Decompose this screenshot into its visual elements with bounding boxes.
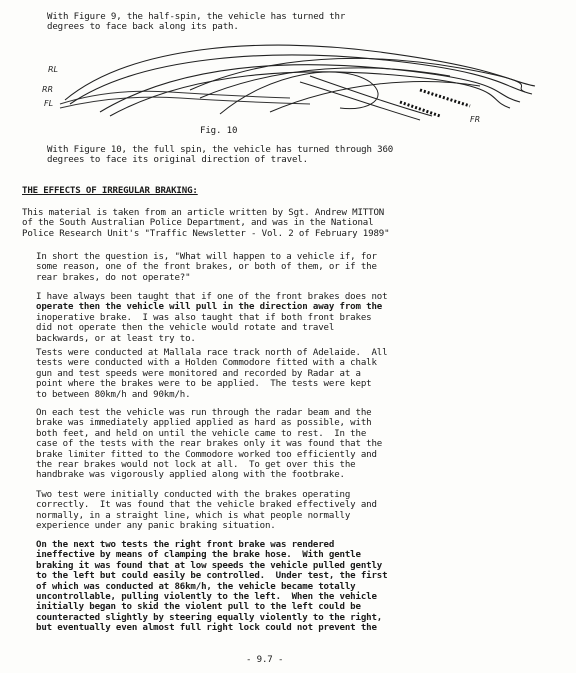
text-line: correctly. It was found that the vehicle braked effectively and <box>36 500 377 511</box>
fig10-paragraph <box>47 145 393 166</box>
text-line: On each test the vehicle was run through the radar beam and the <box>36 408 372 418</box>
text-line: uncontrollable, pulling violently to the left. When the vehicle <box>36 592 377 603</box>
text-line: operate then the vehicle will pull in the direction away from the <box>36 302 383 313</box>
tests-paragraph <box>36 348 387 400</box>
right-front-brake-paragraph <box>36 540 387 634</box>
intro-paragraph <box>47 12 345 33</box>
text-line: the rear brakes would not lock at all. To get over this the <box>36 460 356 471</box>
text-line: In short the question is, "What will happen to a vehicle if, for <box>36 252 377 262</box>
text-line: I have always been taught that if one of the front brakes does not <box>36 292 388 302</box>
text-line: both feet, and held on until the vehicle came to rest. In the <box>36 428 367 439</box>
wheel-label: RR <box>42 85 54 94</box>
text-line: of which was conducted at 86km/h, the vehicle became totally <box>36 581 356 592</box>
skid-mark-line <box>60 97 310 108</box>
text-line: to the left but could easily be controlled. Under test, the first <box>36 571 388 582</box>
text-line: brake was immediately applied applied as hard as possible, with <box>36 418 372 429</box>
text-line: of the South Australian Police Department, and was in the National <box>22 218 374 229</box>
text-line: backwards, or at least try to. <box>36 333 196 344</box>
text-line: tests were conducted with a Holden Commodore fitted with a chalk <box>36 358 377 369</box>
text-line: With Figure 10, the full spin, the vehicle has turned through 360 <box>47 145 394 155</box>
tyre-mark-hatch <box>420 90 470 106</box>
text-line: did not operate then the vehicle would rotate and travel <box>36 323 335 334</box>
correct-brakes-paragraph <box>36 490 377 532</box>
text-line: Two test were initially conducted with the brakes operating <box>36 490 351 500</box>
text-line: some reason, one of the front brakes, or both of them, or if the <box>36 262 377 273</box>
section-heading: THE EFFECTS OF IRREGULAR BRAKING: <box>22 186 198 196</box>
text-line: case of the tests with the rear brakes only it was found that the <box>36 439 383 450</box>
text-line: but eventually even almost full right lock could not prevent the <box>36 623 377 634</box>
wheel-label: RL <box>48 65 59 74</box>
text-line: braking it was found that at low speeds the vehicle pulled gently <box>36 560 383 571</box>
source-paragraph <box>22 208 389 239</box>
text-line: handbrake was vigorously applied along with the footbrake. <box>36 470 345 481</box>
text-line: initially began to skid the violent pull to the left could be <box>36 602 361 613</box>
text-line: rear brakes, do not operate?" <box>36 272 191 283</box>
skid-mark-line <box>300 82 420 120</box>
text-line: Tests were conducted at Mallala race track north of Adelaide. All <box>36 348 388 358</box>
procedure-paragraph <box>36 408 382 481</box>
text-line: On the next two tests the right front brake was rendered <box>36 540 335 550</box>
text-line: This material is taken from an article written by Sgt. Andrew MITTON <box>22 208 385 218</box>
text-line: brake limiter fitted to the Commodore worked too efficiently and <box>36 449 377 460</box>
text-line: With Figure 9, the half-spin, the vehicle has turned thr <box>47 12 346 22</box>
skid-mark-line <box>220 72 378 114</box>
text-line: point where the brakes were to be applied. The tests were kept <box>36 379 372 390</box>
skid-mark-line <box>110 72 510 116</box>
taught-paragraph <box>36 292 387 344</box>
text-line: degrees to face its original direction of travel. <box>47 155 308 166</box>
text-line: normally, in a straight line, which is what people normally <box>36 510 351 521</box>
text-line: counteracted slightly by steering equally violently to the right, <box>36 612 383 623</box>
text-line: ineffective by means of clamping the brake hose. With gentle <box>36 550 361 561</box>
text-line: degrees to face back along its path. <box>47 22 239 33</box>
text-line: experience under any panic braking situation. <box>36 521 276 532</box>
text-line: Police Research Unit's "Traffic Newsletter - Vol. 2 of February 1989" <box>22 228 390 239</box>
fig10-skid-mark-diagram <box>40 42 540 126</box>
tyre-mark-hatch <box>400 102 440 116</box>
wheel-label: FR <box>470 115 481 124</box>
question-paragraph <box>36 252 377 283</box>
wheel-label: FL <box>44 99 54 108</box>
text-line: gun and test speeds were monitored and recorded by Radar at a <box>36 368 361 379</box>
figure-caption: Fig. 10 <box>200 126 238 136</box>
page-number: - 9.7 - <box>246 655 284 665</box>
text-line: inoperative brake. I was also taught that if both front brakes <box>36 312 372 323</box>
text-line: to between 80km/h and 90km/h. <box>36 389 191 400</box>
